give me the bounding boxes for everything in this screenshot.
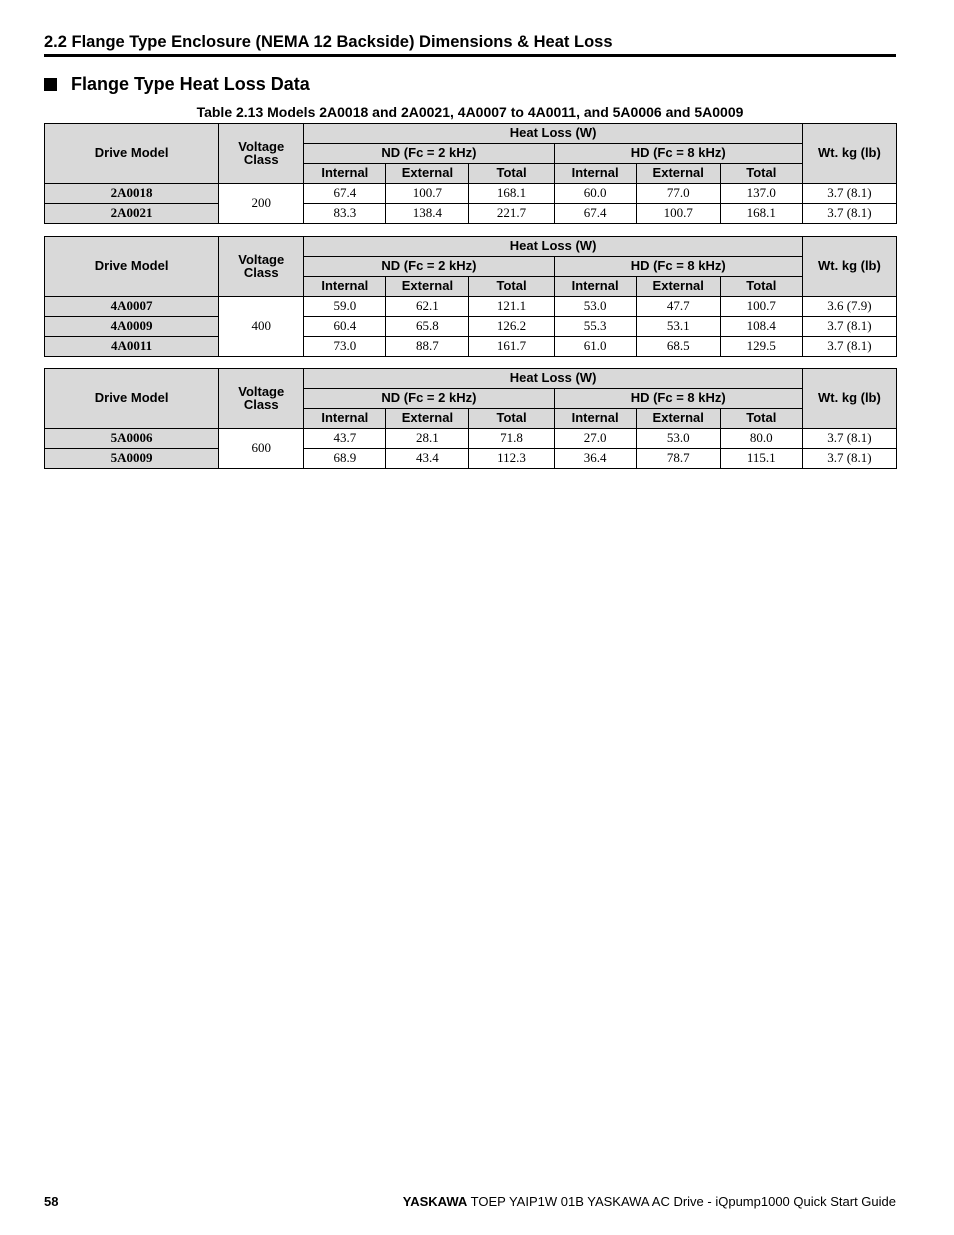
hd-external-cell: 68.5 <box>636 337 720 357</box>
header-hd: HD (Fc = 8 kHz) <box>554 389 802 409</box>
header-drive-model: Drive Model <box>45 237 219 297</box>
table-row <box>45 449 897 469</box>
voltage-class-cell: 400 <box>219 297 304 357</box>
nd-total-cell: 168.1 <box>469 184 554 204</box>
header-hd-internal: Internal <box>554 277 636 297</box>
header-nd: ND (Fc = 2 kHz) <box>304 389 554 409</box>
table-row <box>45 429 897 449</box>
footer-document-name: TOEP YAIP1W 01B YASKAWA AC Drive - iQpump1000 Quick Start Guide <box>467 1194 896 1209</box>
nd-total-cell: 126.2 <box>469 317 554 337</box>
hd-external-cell: 77.0 <box>636 184 720 204</box>
drive-model-cell: 2A0018 <box>45 184 219 204</box>
nd-total-cell: 161.7 <box>469 337 554 357</box>
header-voltage-class <box>219 369 304 429</box>
table-row <box>45 317 897 337</box>
header-nd-internal: Internal <box>304 409 386 429</box>
weight-cell: 3.6 (7.9) <box>802 297 896 317</box>
header-nd-external: External <box>386 409 469 429</box>
header-voltage-class-label: Voltage Class <box>238 251 285 280</box>
hd-external-cell: 100.7 <box>636 204 720 224</box>
table-row <box>45 204 897 224</box>
hd-external-cell: 53.0 <box>636 429 720 449</box>
header-weight: Wt. kg (lb) <box>802 124 896 184</box>
nd-external-cell: 100.7 <box>386 184 469 204</box>
nd-external-cell: 43.4 <box>386 449 469 469</box>
header-heat-loss: Heat Loss (W) <box>304 237 803 257</box>
header-weight: Wt. kg (lb) <box>802 237 896 297</box>
heat-loss-table-400v <box>44 236 897 357</box>
weight-cell: 3.7 (8.1) <box>802 204 896 224</box>
header-hd-total: Total <box>720 409 802 429</box>
drive-model-cell: 2A0021 <box>45 204 219 224</box>
drive-model-cell: 4A0011 <box>45 337 219 357</box>
nd-internal-cell: 43.7 <box>304 429 386 449</box>
hd-internal-cell: 60.0 <box>554 184 636 204</box>
hd-external-cell: 47.7 <box>636 297 720 317</box>
drive-model-cell: 5A0006 <box>45 429 219 449</box>
nd-external-cell: 65.8 <box>386 317 469 337</box>
nd-internal-cell: 68.9 <box>304 449 386 469</box>
header-nd-internal: Internal <box>304 164 386 184</box>
nd-total-cell: 71.8 <box>469 429 554 449</box>
nd-total-cell: 112.3 <box>469 449 554 469</box>
footer-brand: YASKAWA <box>402 1194 468 1209</box>
nd-internal-cell: 83.3 <box>304 204 386 224</box>
nd-internal-cell: 60.4 <box>304 317 386 337</box>
table-row <box>45 184 897 204</box>
header-hd-internal: Internal <box>554 164 636 184</box>
hd-total-cell: 108.4 <box>720 317 802 337</box>
hd-total-cell: 137.0 <box>720 184 802 204</box>
weight-cell: 3.7 (8.1) <box>802 449 896 469</box>
hd-internal-cell: 53.0 <box>554 297 636 317</box>
header-hd-internal: Internal <box>554 409 636 429</box>
header-voltage-class <box>219 237 304 297</box>
header-hd-external: External <box>636 277 720 297</box>
drive-model-cell: 5A0009 <box>45 449 219 469</box>
header-hd: HD (Fc = 8 kHz) <box>554 257 802 277</box>
nd-total-cell: 221.7 <box>469 204 554 224</box>
header-hd-total: Total <box>720 277 802 297</box>
drive-model-cell: 4A0007 <box>45 297 219 317</box>
hd-total-cell: 100.7 <box>720 297 802 317</box>
subsection-title: Flange Type Heat Loss Data <box>71 74 310 94</box>
hd-internal-cell: 27.0 <box>554 429 636 449</box>
weight-cell: 3.7 (8.1) <box>802 317 896 337</box>
heat-loss-table-600v <box>44 368 897 469</box>
weight-cell: 3.7 (8.1) <box>802 337 896 357</box>
nd-external-cell: 28.1 <box>386 429 469 449</box>
hd-total-cell: 129.5 <box>720 337 802 357</box>
header-voltage-class <box>219 124 304 184</box>
header-drive-model: Drive Model <box>45 124 219 184</box>
heat-loss-table-200v <box>44 123 897 224</box>
weight-cell: 3.7 (8.1) <box>802 429 896 449</box>
nd-external-cell: 138.4 <box>386 204 469 224</box>
weight-cell: 3.7 (8.1) <box>802 184 896 204</box>
footer-document-title <box>403 1194 896 1209</box>
table-row <box>45 297 897 317</box>
hd-internal-cell: 67.4 <box>554 204 636 224</box>
header-nd: ND (Fc = 2 kHz) <box>304 257 554 277</box>
hd-total-cell: 168.1 <box>720 204 802 224</box>
hd-internal-cell: 36.4 <box>554 449 636 469</box>
hd-internal-cell: 61.0 <box>554 337 636 357</box>
header-hd-external: External <box>636 164 720 184</box>
header-weight: Wt. kg (lb) <box>802 369 896 429</box>
header-heat-loss: Heat Loss (W) <box>304 124 803 144</box>
voltage-class-cell: 600 <box>219 429 304 469</box>
nd-external-cell: 62.1 <box>386 297 469 317</box>
square-bullet-icon <box>44 78 57 91</box>
header-hd-total: Total <box>720 164 802 184</box>
nd-internal-cell: 67.4 <box>304 184 386 204</box>
hd-external-cell: 78.7 <box>636 449 720 469</box>
header-nd-total: Total <box>469 409 554 429</box>
header-hd: HD (Fc = 8 kHz) <box>554 144 802 164</box>
header-nd-external: External <box>386 277 469 297</box>
table-caption: Table 2.13 Models 2A0018 and 2A0021, 4A0007 to 4A0011, and 5A0006 and 5A0009 <box>196 104 744 120</box>
header-drive-model: Drive Model <box>45 369 219 429</box>
page-number: 58 <box>44 1194 59 1209</box>
nd-total-cell: 121.1 <box>469 297 554 317</box>
subsection-heading <box>44 74 310 95</box>
hd-total-cell: 80.0 <box>720 429 802 449</box>
header-nd: ND (Fc = 2 kHz) <box>304 144 554 164</box>
header-hd-external: External <box>636 409 720 429</box>
header-voltage-class-label: Voltage Class <box>238 383 285 412</box>
header-voltage-class-label: Voltage Class <box>238 138 285 167</box>
nd-internal-cell: 59.0 <box>304 297 386 317</box>
drive-model-cell: 4A0009 <box>45 317 219 337</box>
nd-external-cell: 88.7 <box>386 337 469 357</box>
hd-total-cell: 115.1 <box>720 449 802 469</box>
header-heat-loss: Heat Loss (W) <box>304 369 803 389</box>
nd-internal-cell: 73.0 <box>304 337 386 357</box>
header-nd-total: Total <box>469 277 554 297</box>
header-nd-total: Total <box>469 164 554 184</box>
hd-external-cell: 53.1 <box>636 317 720 337</box>
header-nd-internal: Internal <box>304 277 386 297</box>
hd-internal-cell: 55.3 <box>554 317 636 337</box>
section-header: 2.2 Flange Type Enclosure (NEMA 12 Backside) Dimensions & Heat Loss <box>44 33 896 57</box>
table-row <box>45 337 897 357</box>
voltage-class-cell: 200 <box>219 184 304 224</box>
header-nd-external: External <box>386 164 469 184</box>
